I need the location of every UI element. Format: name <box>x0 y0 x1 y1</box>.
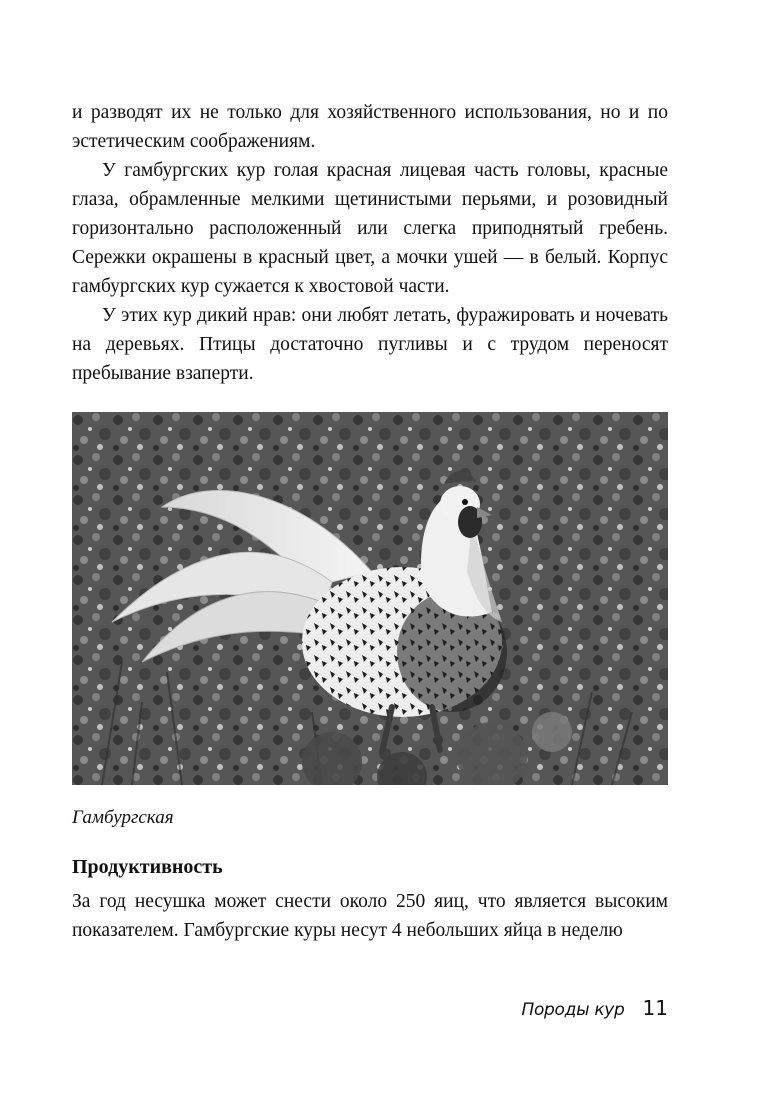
section-heading: Продуктивность <box>72 856 223 878</box>
footer-section-title: Породы кур <box>521 1000 625 1020</box>
body-paragraph-productivity: За год несушка может снести около 250 яиц, что является высоким показателем. Гамбургские куры несут 4 небольших яйца в неделю <box>72 891 668 941</box>
body-paragraph-2: У гамбургских кур голая красная лицевая часть головы, красные глаза, обрамленные мелкими щетинистыми перьями, и розовидный горизонтально расположенный или слегка приподнятый гребень. Сережки окрашены в красный цвет, а мочки ушей — в белый. Корпус гамбургских кур сужается к хвостовой части. <box>72 160 668 297</box>
rooster-illustration <box>72 412 668 785</box>
body-paragraph-3: У этих кур дикий нрав: они любят летать, фуражировать и ночевать на деревьях. Птицы достаточно пугливы и с трудом переносят пребывание взаперти. <box>72 305 668 384</box>
body-paragraph-1: и разводят их не только для хозяйственного использования, но и по эстетическим соображениям. <box>72 102 668 152</box>
rooster-photo <box>72 412 668 785</box>
page-number: 11 <box>642 996 668 1020</box>
photo-caption: Гамбургская <box>72 807 174 828</box>
page-footer <box>521 996 668 1020</box>
page-content <box>72 98 668 945</box>
